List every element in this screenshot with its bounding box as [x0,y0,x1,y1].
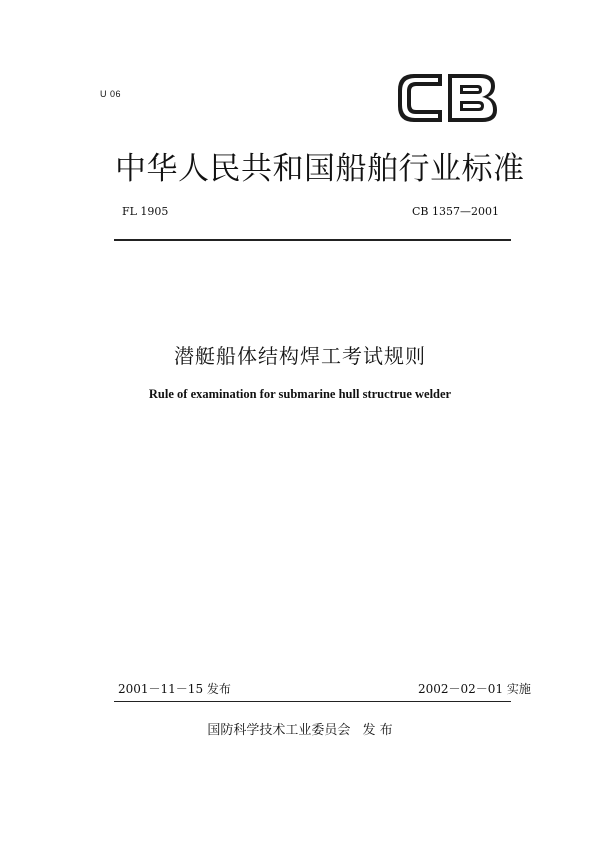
document-title-zh: 潜艇船体结构焊工考试规则 [174,344,426,368]
publisher-line [0,719,600,738]
issue-date: 2001－11－15 发布 [118,682,231,696]
cb-logo [392,68,502,128]
standard-number: CB 1357—2001 [412,205,499,218]
publish-label: 发 布 [362,723,393,738]
footer-divider [114,701,511,702]
document-title-en: Rule of examination for submarine hull structrue welder [148,387,452,401]
ics-code: U 06 [100,89,122,99]
publisher-name: 国防科学技术工业委员会 [207,723,351,738]
fl-code: FL 1905 [122,205,169,218]
industry-standard-title: 中华人民共和国船舶行业标准 [115,151,525,187]
header-divider [114,239,511,241]
implementation-date: 2002－02－01 实施 [418,682,531,696]
cb-logo-mark [398,74,497,122]
